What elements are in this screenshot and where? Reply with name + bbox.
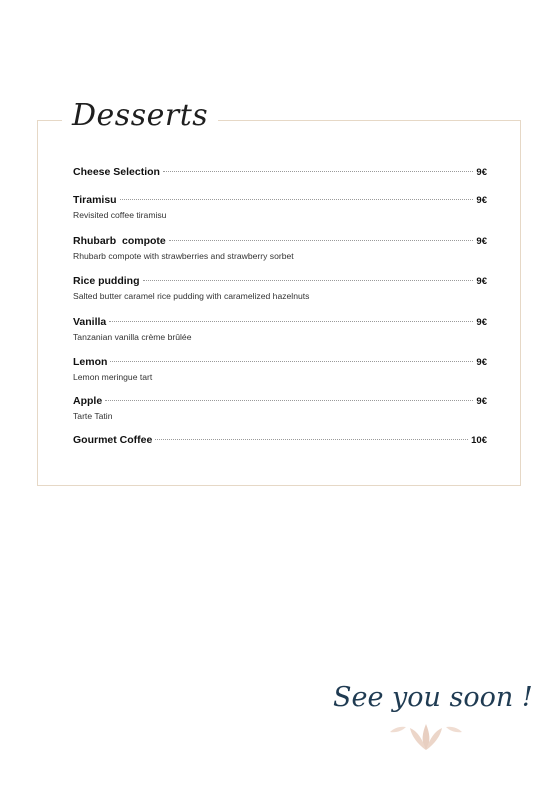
menu-item bbox=[73, 235, 487, 261]
dot-leader bbox=[169, 240, 474, 241]
item-price: 9€ bbox=[476, 396, 487, 407]
dot-leader bbox=[120, 199, 474, 200]
item-name: Rhubarb compote bbox=[73, 235, 166, 247]
item-name: Lemon bbox=[73, 356, 108, 368]
item-name: Vanilla bbox=[73, 316, 107, 328]
item-name: Rice pudding bbox=[73, 275, 140, 287]
menu-item bbox=[73, 275, 487, 301]
item-description: Lemon meringue tart bbox=[73, 372, 153, 382]
item-description: Revisited coffee tiramisu bbox=[73, 210, 167, 220]
section-title: Desserts bbox=[62, 96, 218, 136]
item-price: 9€ bbox=[476, 317, 487, 328]
item-description: Salted butter caramel rice pudding with caramelized hazelnuts bbox=[73, 291, 310, 301]
menu-item bbox=[73, 395, 487, 421]
menu-item bbox=[73, 166, 487, 180]
item-price: 10€ bbox=[471, 435, 487, 446]
farewell-text: See you soon ! bbox=[333, 682, 533, 713]
menu-item bbox=[73, 194, 487, 220]
item-price: 9€ bbox=[476, 236, 487, 247]
item-name: Apple bbox=[73, 395, 103, 407]
dot-leader bbox=[143, 280, 474, 281]
dot-leader bbox=[105, 400, 473, 401]
dot-leader bbox=[163, 171, 473, 172]
dot-leader bbox=[109, 321, 473, 322]
menu-item bbox=[73, 434, 487, 448]
item-price: 9€ bbox=[476, 195, 487, 206]
item-description: Tarte Tatin bbox=[73, 411, 113, 421]
menu-item bbox=[73, 356, 487, 382]
menu-item bbox=[73, 316, 487, 342]
item-name: Tiramisu bbox=[73, 194, 117, 206]
dot-leader bbox=[110, 361, 473, 362]
item-price: 9€ bbox=[476, 167, 487, 178]
item-price: 9€ bbox=[476, 357, 487, 368]
item-name: Cheese Selection bbox=[73, 166, 160, 178]
item-description: Rhubarb compote with strawberries and strawberry sorbet bbox=[73, 251, 294, 261]
item-price: 9€ bbox=[476, 276, 487, 287]
flower-ornament-icon bbox=[386, 720, 466, 756]
dot-leader bbox=[155, 439, 468, 440]
item-name: Gourmet Coffee bbox=[73, 434, 153, 446]
item-description: Tanzanian vanilla crème brûlée bbox=[73, 332, 192, 342]
